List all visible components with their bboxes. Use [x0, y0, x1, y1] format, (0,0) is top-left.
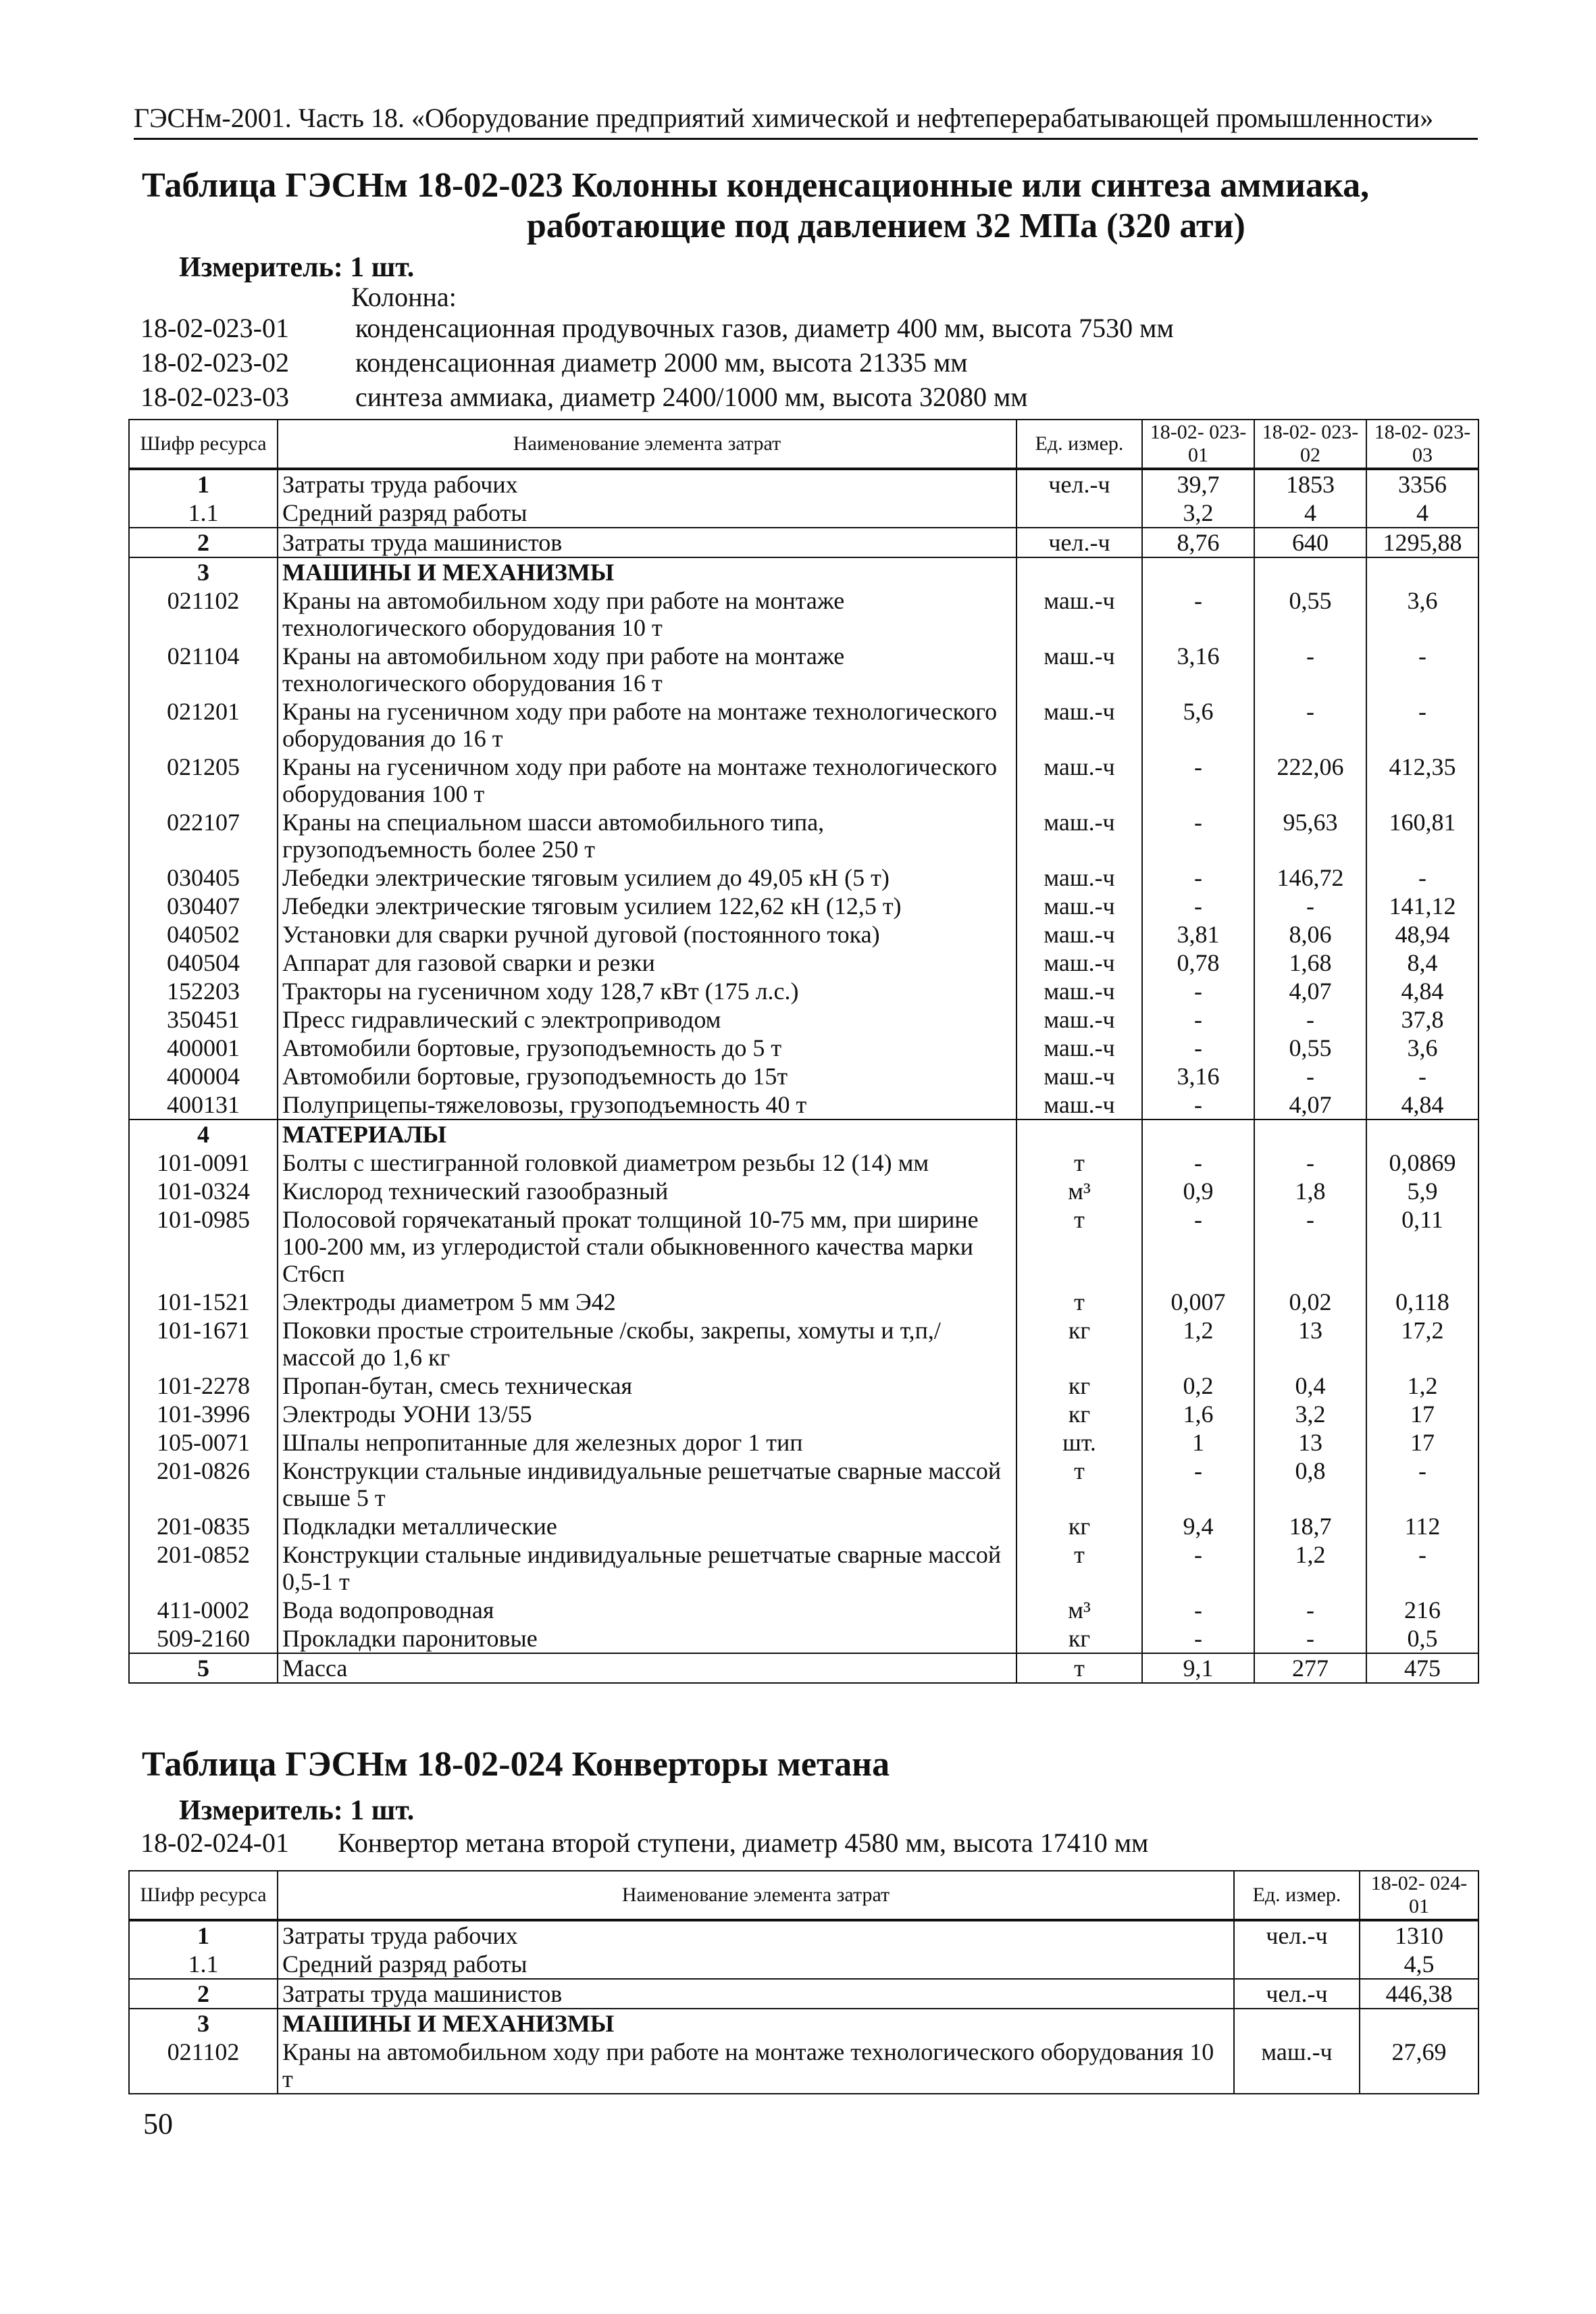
table-row	[129, 528, 1478, 557]
value-cell: -	[1366, 697, 1478, 753]
value-cell: -	[1142, 1596, 1254, 1624]
value-cell: 277	[1254, 1653, 1366, 1683]
value-cell: 446,38	[1360, 1979, 1478, 2009]
value-cell: 0,118	[1366, 1288, 1478, 1316]
table-row	[129, 642, 1478, 697]
table-row	[129, 1205, 1478, 1288]
cost-element-name-cell: Полуприцепы-тяжеловозы, грузоподъемность 40 т	[278, 1090, 1016, 1120]
unit-cell: кг	[1016, 1400, 1142, 1428]
resource-code-cell: 101-0324	[129, 1177, 278, 1205]
table-row	[129, 753, 1478, 808]
table2-variants	[140, 1826, 1148, 1860]
unit-cell: т	[1016, 1540, 1142, 1596]
value-cell: 9,1	[1142, 1653, 1254, 1683]
table-row	[129, 1596, 1478, 1624]
cost-element-name-cell: Автомобили бортовые, грузоподъемность до 15т	[278, 1062, 1016, 1090]
value-cell: 3,81	[1142, 920, 1254, 949]
value-cell: -	[1254, 1005, 1366, 1034]
unit-cell: маш.-ч	[1016, 586, 1142, 642]
header-unit: Ед. измер.	[1234, 1871, 1360, 1920]
resource-code-cell: 1	[129, 1920, 278, 1950]
unit-cell: маш.-ч	[1016, 808, 1142, 863]
variant-code: 18-02-024-01	[140, 1828, 289, 1858]
value-cell: -	[1254, 1596, 1366, 1624]
resource-code-cell: 201-0835	[129, 1512, 278, 1540]
table-row	[129, 892, 1478, 920]
table-row	[129, 1005, 1478, 1034]
value-cell: 5,9	[1366, 1177, 1478, 1205]
cost-element-name-cell: Кислород технический газообразный	[278, 1177, 1016, 1205]
cost-element-name-cell: Электроды диаметром 5 мм Э42	[278, 1288, 1016, 1316]
resource-code-cell: 030407	[129, 892, 278, 920]
value-cell: 0,78	[1142, 949, 1254, 977]
cost-element-name-cell: Затраты труда машинистов	[278, 528, 1016, 557]
variant-code: 18-02-023-02	[140, 347, 289, 378]
cost-element-name-cell: Краны на гусеничном ходу при работе на монтаже технологического оборудования 100 т	[278, 753, 1016, 808]
resource-code-cell: 3	[129, 2009, 278, 2038]
unit-cell	[1016, 1120, 1142, 1149]
value-cell: 4,84	[1366, 977, 1478, 1005]
resource-code-cell: 152203	[129, 977, 278, 1005]
value-cell: -	[1254, 1062, 1366, 1090]
value-cell: 112	[1366, 1512, 1478, 1540]
value-cell: 1,8	[1254, 1177, 1366, 1205]
resource-code-cell: 101-1521	[129, 1288, 278, 1316]
header-col-3: 18-02- 023-03	[1366, 420, 1478, 469]
value-cell: 1,2	[1254, 1540, 1366, 1596]
value-cell: -	[1142, 1457, 1254, 1512]
unit-cell: маш.-ч	[1016, 1005, 1142, 1034]
table-row	[129, 2009, 1478, 2038]
resource-code-cell: 350451	[129, 1005, 278, 1034]
value-cell: -	[1366, 1457, 1478, 1512]
cost-element-name-cell: Электроды УОНИ 13/55	[278, 1400, 1016, 1428]
variant-description: Конвертор метана второй ступени, диаметр 4580 мм, высота 17410 мм	[338, 1828, 1149, 1858]
cost-element-name-cell: Поковки простые строительные /скобы, закрепы, хомуты и т,п,/ массой до 1,6 кг	[278, 1316, 1016, 1372]
resource-code-cell: 509-2160	[129, 1624, 278, 1653]
table1-meter: Измеритель: 1 шт.	[179, 252, 415, 283]
unit-cell: чел.-ч	[1234, 1920, 1360, 1950]
cost-element-name-cell: Лебедки электрические тяговым усилием 122,62 кН (12,5 т)	[278, 892, 1016, 920]
unit-cell: т	[1016, 1205, 1142, 1288]
value-cell: 8,4	[1366, 949, 1478, 977]
cost-element-name-cell: Краны на специальном шасси автомобильного типа, грузоподъемность более 250 т	[278, 808, 1016, 863]
value-cell: -	[1142, 892, 1254, 920]
variant-code: 18-02-023-01	[140, 313, 289, 343]
norm-table-18-02-024	[128, 1870, 1479, 2094]
cost-element-name-cell: Вода водопроводная	[278, 1596, 1016, 1624]
unit-cell: т	[1016, 1149, 1142, 1177]
table-row	[129, 1979, 1478, 2009]
value-cell: 160,81	[1366, 808, 1478, 863]
unit-cell	[1016, 499, 1142, 528]
resource-code-cell: 201-0826	[129, 1457, 278, 1512]
value-cell: 18,7	[1254, 1512, 1366, 1540]
table-row	[129, 1400, 1478, 1428]
page-header: ГЭСНм-2001. Часть 18. «Оборудование предприятий химической и нефтеперерабатывающей промышленности»	[134, 101, 1478, 140]
table-row	[129, 1428, 1478, 1457]
value-cell	[1366, 557, 1478, 586]
resource-code-cell: 411-0002	[129, 1596, 278, 1624]
unit-cell: т	[1016, 1457, 1142, 1512]
table-row	[129, 1372, 1478, 1400]
value-cell: 222,06	[1254, 753, 1366, 808]
value-cell: 0,8	[1254, 1457, 1366, 1512]
table-row	[129, 469, 1478, 499]
resource-code-cell: 105-0071	[129, 1428, 278, 1457]
value-cell: 1,68	[1254, 949, 1366, 977]
variant-row	[140, 380, 1174, 414]
cost-element-name-cell: Болты с шестигранной головкой диаметром резьбы 12 (14) мм	[278, 1149, 1016, 1177]
cost-element-name-cell: Пресс гидравлический с электроприводом	[278, 1005, 1016, 1034]
resource-code-cell: 4	[129, 1120, 278, 1149]
value-cell: 37,8	[1366, 1005, 1478, 1034]
resource-code-cell: 400004	[129, 1062, 278, 1090]
resource-code-cell: 201-0852	[129, 1540, 278, 1596]
value-cell: 95,63	[1254, 808, 1366, 863]
value-cell: 475	[1366, 1653, 1478, 1683]
table-row	[129, 1457, 1478, 1512]
value-cell: 3,6	[1366, 1034, 1478, 1062]
value-cell: 4,07	[1254, 977, 1366, 1005]
table-row	[129, 1288, 1478, 1316]
resource-code-cell: 400001	[129, 1034, 278, 1062]
cost-element-name-cell: Тракторы на гусеничном ходу 128,7 кВт (175 л.с.)	[278, 977, 1016, 1005]
cost-element-name-cell: Краны на автомобильном ходу при работе на монтаже технологического оборудования 16 т	[278, 642, 1016, 697]
variant-row	[140, 311, 1174, 345]
table1-variants	[140, 311, 1174, 414]
table-row	[129, 1316, 1478, 1372]
cost-element-name-cell: МАТЕРИАЛЫ	[278, 1120, 1016, 1149]
variant-code: 18-02-023-03	[140, 382, 289, 412]
value-cell: 17	[1366, 1428, 1478, 1457]
value-cell: 640	[1254, 528, 1366, 557]
value-cell	[1360, 2009, 1478, 2038]
unit-cell: маш.-ч	[1234, 2038, 1360, 2094]
value-cell: 8,76	[1142, 528, 1254, 557]
value-cell: 0,5	[1366, 1624, 1478, 1653]
variant-description: конденсационная диаметр 2000 мм, высота 21335 мм	[355, 347, 968, 378]
value-cell: -	[1142, 1090, 1254, 1120]
table-row	[129, 697, 1478, 753]
value-cell: 141,12	[1366, 892, 1478, 920]
value-cell: 1,2	[1142, 1316, 1254, 1372]
value-cell: -	[1142, 977, 1254, 1005]
table2-title: Таблица ГЭСНм 18-02-024 Конверторы метана	[142, 1745, 890, 1784]
value-cell: 4,84	[1366, 1090, 1478, 1120]
cost-element-name-cell: Затраты труда рабочих	[278, 469, 1016, 499]
value-cell: 0,02	[1254, 1288, 1366, 1316]
resource-code-cell: 101-0091	[129, 1149, 278, 1177]
value-cell: 5,6	[1142, 697, 1254, 753]
value-cell: -	[1142, 1540, 1254, 1596]
table-header-row	[129, 420, 1478, 469]
header-name: Наименование элемента затрат	[278, 1871, 1234, 1920]
value-cell: -	[1254, 697, 1366, 753]
value-cell: 412,35	[1366, 753, 1478, 808]
unit-cell: шт.	[1016, 1428, 1142, 1457]
value-cell: -	[1142, 808, 1254, 863]
table-row	[129, 1653, 1478, 1683]
table-row	[129, 1512, 1478, 1540]
value-cell: 13	[1254, 1316, 1366, 1372]
table-row	[129, 808, 1478, 863]
unit-cell: маш.-ч	[1016, 697, 1142, 753]
value-cell: -	[1254, 1624, 1366, 1653]
unit-cell: кг	[1016, 1512, 1142, 1540]
value-cell: 216	[1366, 1596, 1478, 1624]
header-unit: Ед. измер.	[1016, 420, 1142, 469]
resource-code-cell: 021205	[129, 753, 278, 808]
value-cell: 1,2	[1366, 1372, 1478, 1400]
value-cell: 0,4	[1254, 1372, 1366, 1400]
header-code: Шифр ресурса	[129, 420, 278, 469]
cost-element-name-cell: Затраты труда рабочих	[278, 1920, 1234, 1950]
value-cell: 27,69	[1360, 2038, 1478, 2094]
header-col-2: 18-02- 023-02	[1254, 420, 1366, 469]
value-cell: 4	[1254, 499, 1366, 528]
resource-code-cell: 101-3996	[129, 1400, 278, 1428]
table-row	[129, 1090, 1478, 1120]
cost-element-name-cell: Краны на автомобильном ходу при работе на монтаже технологического оборудования 10 т	[278, 586, 1016, 642]
value-cell: 4	[1366, 499, 1478, 528]
table-row	[129, 586, 1478, 642]
resource-code-cell: 021102	[129, 586, 278, 642]
unit-cell	[1234, 1950, 1360, 1979]
unit-cell: чел.-ч	[1016, 469, 1142, 499]
page-number: 50	[143, 2107, 173, 2140]
header-name: Наименование элемента затрат	[278, 420, 1016, 469]
resource-code-cell: 3	[129, 557, 278, 586]
value-cell: 3,16	[1142, 642, 1254, 697]
table-row	[129, 1920, 1478, 1950]
cost-element-name-cell: Средний разряд работы	[278, 499, 1016, 528]
cost-element-name-cell: Краны на гусеничном ходу при работе на монтаже технологического оборудования до 16 т	[278, 697, 1016, 753]
value-cell	[1254, 557, 1366, 586]
value-cell: 9,4	[1142, 1512, 1254, 1540]
table-row	[129, 499, 1478, 528]
unit-cell: кг	[1016, 1372, 1142, 1400]
value-cell	[1254, 1120, 1366, 1149]
unit-cell: маш.-ч	[1016, 1034, 1142, 1062]
variant-description: конденсационная продувочных газов, диаметр 400 мм, высота 7530 мм	[355, 313, 1174, 343]
resource-code-cell: 101-1671	[129, 1316, 278, 1372]
variant-description: синтеза аммиака, диаметр 2400/1000 мм, высота 32080 мм	[355, 382, 1028, 412]
resource-code-cell: 030405	[129, 863, 278, 892]
value-cell: -	[1366, 863, 1478, 892]
value-cell: -	[1142, 863, 1254, 892]
table-row	[129, 1177, 1478, 1205]
value-cell: 1	[1142, 1428, 1254, 1457]
resource-code-cell: 021102	[129, 2038, 278, 2094]
unit-cell: чел.-ч	[1016, 528, 1142, 557]
table-row	[129, 1950, 1478, 1979]
cost-element-name-cell: Установки для сварки ручной дуговой (постоянного тока)	[278, 920, 1016, 949]
table2-meter: Измеритель: 1 шт.	[179, 1795, 415, 1826]
unit-cell: кг	[1016, 1624, 1142, 1653]
header-code: Шифр ресурса	[129, 1871, 278, 1920]
unit-cell: маш.-ч	[1016, 863, 1142, 892]
value-cell: -	[1366, 642, 1478, 697]
value-cell: 3,2	[1254, 1400, 1366, 1428]
unit-cell: чел.-ч	[1234, 1979, 1360, 2009]
unit-cell: кг	[1016, 1316, 1142, 1372]
resource-code-cell: 1.1	[129, 499, 278, 528]
unit-cell: м³	[1016, 1177, 1142, 1205]
table1-title-line2: работающие под давлением 32 МПа (320 ати)	[527, 207, 1245, 245]
table-row	[129, 1120, 1478, 1149]
resource-code-cell: 021104	[129, 642, 278, 697]
value-cell: 0,55	[1254, 586, 1366, 642]
value-cell: -	[1254, 1205, 1366, 1288]
header-col-1: 18-02- 023-01	[1142, 420, 1254, 469]
value-cell: -	[1254, 642, 1366, 697]
value-cell: 1853	[1254, 469, 1366, 499]
cost-element-name-cell: Пропан-бутан, смесь техническая	[278, 1372, 1016, 1400]
table-row	[129, 977, 1478, 1005]
value-cell: 1295,88	[1366, 528, 1478, 557]
value-cell: 1,6	[1142, 1400, 1254, 1428]
resource-code-cell: 1.1	[129, 1950, 278, 1979]
table-row	[129, 949, 1478, 977]
resource-code-cell: 040502	[129, 920, 278, 949]
table1-column-label: Колонна:	[351, 282, 457, 312]
cost-element-name-cell: Масса	[278, 1653, 1016, 1683]
table-row	[129, 557, 1478, 586]
header-col-1: 18-02- 024-01	[1360, 1871, 1478, 1920]
value-cell: 0,2	[1142, 1372, 1254, 1400]
value-cell: 17	[1366, 1400, 1478, 1428]
value-cell: -	[1142, 1005, 1254, 1034]
cost-element-name-cell: Лебедки электрические тяговым усилием до 49,05 кН (5 т)	[278, 863, 1016, 892]
value-cell: -	[1142, 1149, 1254, 1177]
table-row	[129, 1540, 1478, 1596]
cost-element-name-cell: Краны на автомобильном ходу при работе на монтаже технологического оборудования 10 т	[278, 2038, 1234, 2094]
unit-cell: маш.-ч	[1016, 977, 1142, 1005]
value-cell: -	[1254, 1149, 1366, 1177]
value-cell: -	[1142, 1034, 1254, 1062]
resource-code-cell: 021201	[129, 697, 278, 753]
value-cell: 3,16	[1142, 1062, 1254, 1090]
unit-cell: маш.-ч	[1016, 1090, 1142, 1120]
value-cell: 0,007	[1142, 1288, 1254, 1316]
table-row	[129, 863, 1478, 892]
unit-cell: маш.-ч	[1016, 1062, 1142, 1090]
cost-element-name-cell: МАШИНЫ И МЕХАНИЗМЫ	[278, 557, 1016, 586]
cost-element-name-cell: Конструкции стальные индивидуальные решетчатые сварные массой 0,5-1 т	[278, 1540, 1016, 1596]
value-cell: 48,94	[1366, 920, 1478, 949]
value-cell: 0,0869	[1366, 1149, 1478, 1177]
variant-row	[140, 1826, 1148, 1860]
resource-code-cell: 1	[129, 469, 278, 499]
resource-code-cell: 101-0985	[129, 1205, 278, 1288]
value-cell: -	[1142, 1205, 1254, 1288]
unit-cell: маш.-ч	[1016, 892, 1142, 920]
resource-code-cell: 040504	[129, 949, 278, 977]
cost-element-name-cell: МАШИНЫ И МЕХАНИЗМЫ	[278, 2009, 1234, 2038]
value-cell: 1310	[1360, 1920, 1478, 1950]
value-cell: -	[1366, 1062, 1478, 1090]
resource-code-cell: 101-2278	[129, 1372, 278, 1400]
value-cell: -	[1142, 1624, 1254, 1653]
value-cell: -	[1254, 892, 1366, 920]
table-row	[129, 920, 1478, 949]
value-cell: 13	[1254, 1428, 1366, 1457]
unit-cell	[1234, 2009, 1360, 2038]
resource-code-cell: 5	[129, 1653, 278, 1683]
table-row	[129, 1034, 1478, 1062]
value-cell	[1142, 1120, 1254, 1149]
cost-element-name-cell: Средний разряд работы	[278, 1950, 1234, 1979]
table-row	[129, 1149, 1478, 1177]
resource-code-cell: 2	[129, 1979, 278, 2009]
norm-table-18-02-023	[128, 419, 1479, 1684]
cost-element-name-cell: Конструкции стальные индивидуальные решетчатые сварные массой свыше 5 т	[278, 1457, 1016, 1512]
cost-element-name-cell: Автомобили бортовые, грузоподъемность до 5 т	[278, 1034, 1016, 1062]
table1-title-line1: Таблица ГЭСНм 18-02-023 Колонны конденсационные или синтеза аммиака,	[142, 166, 1370, 205]
unit-cell: маш.-ч	[1016, 753, 1142, 808]
value-cell: 3,2	[1142, 499, 1254, 528]
cost-element-name-cell: Прокладки паронитовые	[278, 1624, 1016, 1653]
unit-cell: маш.-ч	[1016, 949, 1142, 977]
value-cell: 3356	[1366, 469, 1478, 499]
value-cell: 0,9	[1142, 1177, 1254, 1205]
unit-cell	[1016, 557, 1142, 586]
value-cell	[1366, 1120, 1478, 1149]
table-header-row	[129, 1871, 1478, 1920]
value-cell: -	[1366, 1540, 1478, 1596]
resource-code-cell: 400131	[129, 1090, 278, 1120]
cost-element-name-cell: Затраты труда машинистов	[278, 1979, 1234, 2009]
value-cell	[1142, 557, 1254, 586]
variant-row	[140, 345, 1174, 380]
table-row	[129, 2038, 1478, 2094]
value-cell: 0,55	[1254, 1034, 1366, 1062]
value-cell: 0,11	[1366, 1205, 1478, 1288]
cost-element-name-cell: Шпалы непропитанные для железных дорог 1 тип	[278, 1428, 1016, 1457]
value-cell: -	[1142, 586, 1254, 642]
resource-code-cell: 2	[129, 528, 278, 557]
resource-code-cell: 022107	[129, 808, 278, 863]
cost-element-name-cell: Аппарат для газовой сварки и резки	[278, 949, 1016, 977]
unit-cell: маш.-ч	[1016, 920, 1142, 949]
value-cell: 39,7	[1142, 469, 1254, 499]
value-cell: 8,06	[1254, 920, 1366, 949]
cost-element-name-cell: Полосовой горячекатаный прокат толщиной 10-75 мм, при ширине 100-200 мм, из углеродистой стали обыкновенного качества марки Ст6сп	[278, 1205, 1016, 1288]
value-cell: 3,6	[1366, 586, 1478, 642]
value-cell: 4,5	[1360, 1950, 1478, 1979]
table-row	[129, 1062, 1478, 1090]
cost-element-name-cell: Подкладки металлические	[278, 1512, 1016, 1540]
value-cell: 146,72	[1254, 863, 1366, 892]
unit-cell: м³	[1016, 1596, 1142, 1624]
value-cell: 4,07	[1254, 1090, 1366, 1120]
unit-cell: т	[1016, 1653, 1142, 1683]
unit-cell: маш.-ч	[1016, 642, 1142, 697]
value-cell: -	[1142, 753, 1254, 808]
value-cell: 17,2	[1366, 1316, 1478, 1372]
table-row	[129, 1624, 1478, 1653]
unit-cell: т	[1016, 1288, 1142, 1316]
